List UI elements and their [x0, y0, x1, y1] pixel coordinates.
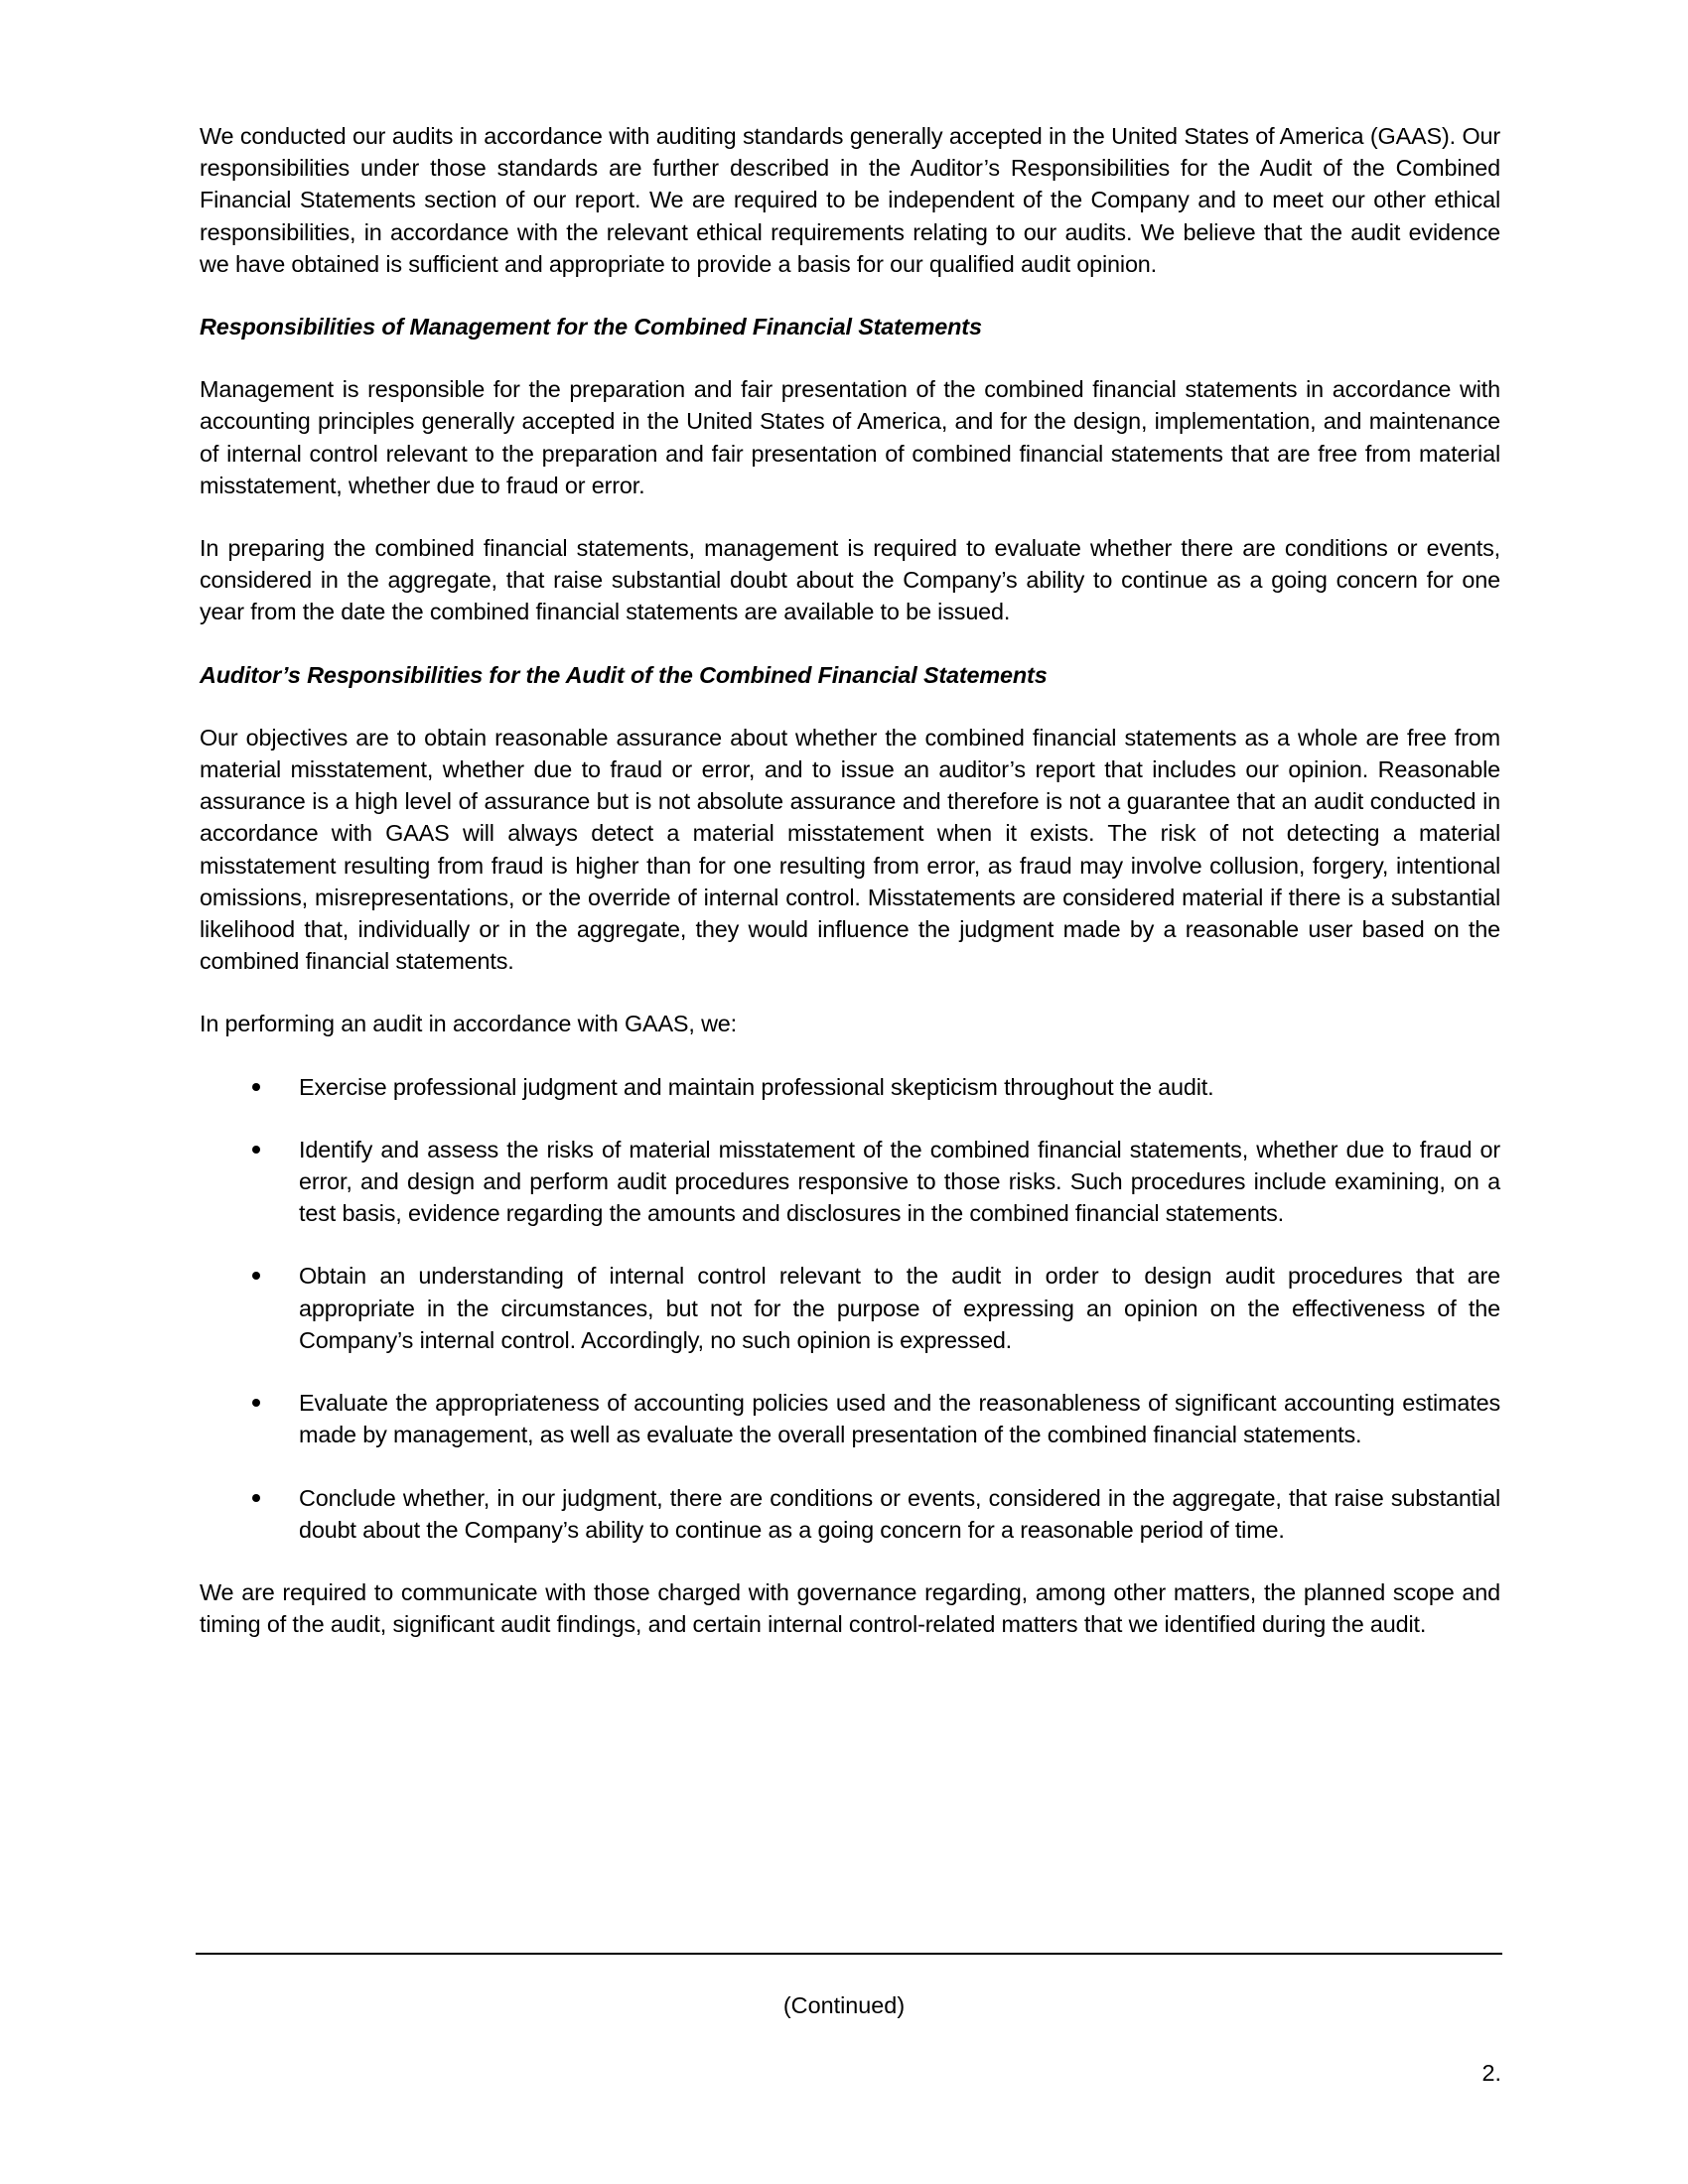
- list-item-text: Conclude whether, in our judgment, there are conditions or events, considered in the aggregate, that raise substantial doubt about the Company’s ability to continue as a going concern for a reasonable period of time.: [299, 1484, 1500, 1543]
- gaas-intro-paragraph: In performing an audit in accordance with GAAS, we:: [200, 1011, 738, 1037]
- list-item-text: Evaluate the appropriateness of accounting policies used and the reasonableness of significant accounting estimates made by management, as well as evaluate the overall presentation of the combined financial statements.: [299, 1390, 1500, 1448]
- intro-paragraph: We conducted our audits in accordance with auditing standards generally accepted in the United States of America (GAAS). Our responsibilities under those standards are further described in the Auditor’s Responsibilities for the Audit of the Combined Financial Statements section of our report. We are required to be independent of the Company and to meet our other ethical responsibilities, in accordance with the relevant ethical requirements relating to our audits. We believe that the audit evidence we have obtained is sufficient and appropriate to provide a basis for our qualified audit opinion.: [200, 123, 1500, 277]
- list-item-text: Obtain an understanding of internal control relevant to the audit in order to design audit procedures that are appropriate in the circumstances, but not for the purpose of expressing an opinion on the effectiveness of the Company’s internal control. Accordingly, no such opinion is expressed.: [299, 1263, 1500, 1353]
- bullet-icon: [252, 1083, 260, 1091]
- page-number: 2.: [1481, 2060, 1501, 2086]
- management-responsibilities-heading: Responsibilities of Management for the Combined Financial Statements: [200, 314, 982, 341]
- management-paragraph: Management is responsible for the preparation and fair presentation of the combined financial statements in accordance with accounting principles generally accepted in the United States of America, and for the design, implementation, and maintenance of internal control relevant to the preparation and fair presentation of combined financial statements that are free from material misstatement, whether due to fraud or error.: [200, 376, 1500, 498]
- footer-divider: [196, 1953, 1502, 1955]
- list-item-text: Identify and assess the risks of material misstatement of the combined financial statements, whether due to fraud or error, and design and perform audit procedures responsive to those risks. Such procedures include examining, on a test basis, evidence regarding the amounts and disclosures in the combined financial statements.: [299, 1136, 1500, 1227]
- document-body: [200, 120, 1500, 1671]
- list-item: [200, 1134, 1500, 1230]
- audit-procedures-list: [200, 1071, 1500, 1546]
- bullet-icon: [252, 1494, 260, 1502]
- bullet-icon: [252, 1272, 260, 1280]
- list-item-text: Exercise professional judgment and maintain professional skepticism throughout the audit.: [299, 1073, 1214, 1100]
- going-concern-paragraph: In preparing the combined financial statements, management is required to evaluate whether there are conditions or events, considered in the aggregate, that raise substantial doubt about the Company’s ability to continue as a going concern for one year from the date the combined financial statements are available to be issued.: [200, 535, 1500, 625]
- list-item: [200, 1260, 1500, 1356]
- list-item: [200, 1482, 1500, 1546]
- list-item: [200, 1387, 1500, 1450]
- list-item: [200, 1071, 1500, 1103]
- bullet-icon: [252, 1146, 260, 1154]
- bullet-icon: [252, 1399, 260, 1407]
- auditor-responsibilities-heading: Auditor’s Responsibilities for the Audit of the Combined Financial Statements: [200, 661, 1048, 688]
- objectives-paragraph: Our objectives are to obtain reasonable assurance about whether the combined financial statements as a whole are free from material misstatement, whether due to fraud or error, and to issue an auditor’s report that includes our opinion. Reasonable assurance is a high level of assurance but is not absolute assurance and therefore is not a guarantee that an audit conducted in accordance with GAAS will always detect a material misstatement when it exists. The risk of not detecting a material misstatement resulting from fraud is higher than for one resulting from error, as fraud may involve collusion, forgery, intentional omissions, misrepresentations, or the override of internal control. Misstatements are considered material if there is a substantial likelihood that, individually or in the aggregate, they would influence the judgment made by a reasonable user based on the combined financial statements.: [200, 724, 1500, 975]
- continued-label: (Continued): [782, 1992, 906, 2018]
- governance-paragraph: We are required to communicate with those charged with governance regarding, among other matters, the planned scope and timing of the audit, significant audit findings, and certain internal control-related matters that we identified during the audit.: [200, 1578, 1500, 1638]
